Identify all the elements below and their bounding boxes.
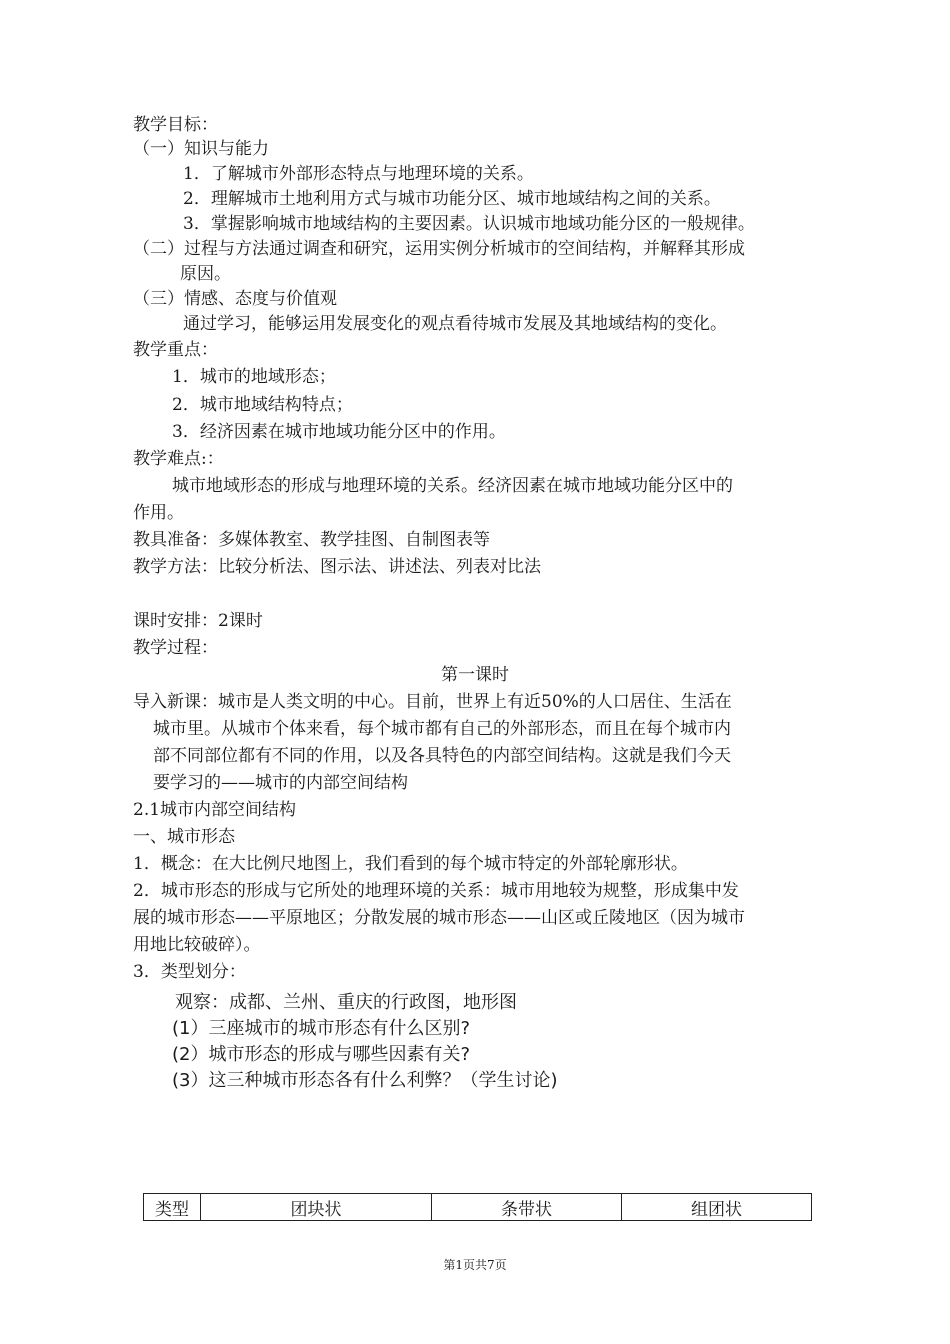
question-1: (1）三座城市的城市形态有什么区别? [172, 1018, 471, 1039]
key-point-3: 3．经济因素在城市地域功能分区中的作用。 [172, 422, 506, 442]
intro-line-3: 部不同部位都有不同的作用，以及各具特色的内部空间结构。这就是我们今天 [153, 746, 731, 766]
process-method-line-2: 原因。 [180, 264, 231, 284]
intro-line-4: 要学习的——城市的内部空间结构 [153, 773, 408, 793]
subsection-title: 一、城市形态 [133, 827, 235, 847]
process-method-line-1: （二）过程与方法通过调查和研究，运用实例分析城市的空间结构，并解释其形成 [133, 239, 745, 259]
lesson-title: 第一课时 [441, 665, 509, 685]
concept-paragraph: 1．概念：在大比例尺地图上，我们看到的每个城市特定的外部轮廓形状。 [133, 854, 688, 874]
table-header-cell: 团块状 [201, 1194, 432, 1221]
difficulties-line-1: 城市地域形态的形成与地理环境的关系。经济因素在城市地域功能分区中的 [172, 476, 733, 496]
formation-line-3: 用地比较破碎）。 [133, 935, 261, 955]
table-header-cell: 类型 [144, 1194, 201, 1221]
observation-text: 观察：成都、兰州、重庆的行政图，地形图 [175, 992, 517, 1013]
intro-line-2: 城市里。从城市个体来看，每个城市都有自己的外部形态，而且在每个城市内 [153, 719, 731, 739]
city-type-table [143, 1193, 812, 1221]
intro-line-1: 导入新课：城市是人类文明的中心。目前，世界上有近50%的人口居住、生活在 [133, 692, 732, 712]
goal-item-1: 1．了解城市外部形态特点与地理环境的关系。 [183, 164, 534, 184]
lesson-schedule: 课时安排：2课时 [133, 611, 263, 631]
goals-heading: 教学目标： [133, 115, 218, 135]
formation-line-1: 2．城市形态的形成与它所处的地理环境的关系：城市用地较为规整，形成集中发 [133, 881, 739, 901]
question-2: (2）城市形态的形成与哪些因素有关? [172, 1044, 471, 1065]
knowledge-ability-title: （一）知识与能力 [133, 139, 269, 159]
emotion-attitude-text: 通过学习，能够运用发展变化的观点看待城市发展及其地域结构的变化。 [183, 314, 727, 334]
type-classification: 3．类型划分： [133, 962, 246, 982]
table-header-cell: 组团状 [622, 1194, 812, 1221]
emotion-attitude-title: （三）情感、态度与价值观 [133, 289, 337, 309]
teaching-methods: 教学方法：比较分析法、图示法、讲述法、列表对比法 [133, 557, 541, 577]
difficulties-line-2: 作用。 [133, 503, 184, 523]
formation-line-2: 展的城市形态——平原地区；分散发展的城市形态——山区或丘陵地区（因为城市 [133, 908, 745, 928]
question-3: (3）这三种城市形态各有什么利弊？（学生讨论) [172, 1070, 558, 1091]
table-header-row [144, 1194, 812, 1221]
key-point-1: 1．城市的地域形态； [172, 367, 336, 387]
teaching-process: 教学过程： [133, 638, 218, 658]
section-title: 2.1城市内部空间结构 [133, 800, 297, 820]
key-point-2: 2．城市地域结构特点； [172, 395, 353, 415]
goal-item-3: 3．掌握影响城市地域结构的主要因素。认识城市地域功能分区的一般规律。 [183, 214, 755, 234]
difficulties-heading: 教学难点:： [133, 449, 224, 469]
table-header-cell: 条带状 [432, 1194, 622, 1221]
teaching-tools: 教具准备：多媒体教室、教学挂图、自制图表等 [133, 530, 490, 550]
page-footer: 第1页共7页 [443, 1258, 507, 1272]
key-points-heading: 教学重点： [133, 340, 218, 360]
goal-item-2: 2．理解城市土地利用方式与城市功能分区、城市地域结构之间的关系。 [183, 189, 721, 209]
